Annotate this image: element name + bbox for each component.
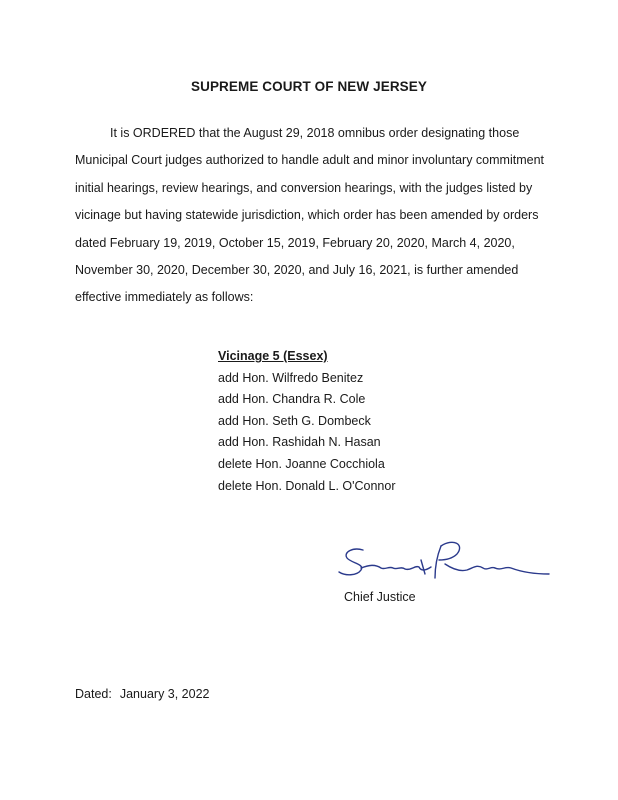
dated-label: Dated: (75, 687, 112, 701)
dated-value: January 3, 2022 (119, 687, 210, 701)
order-line: It is ORDERED that the August 29, 2018 omnibus order designating those (110, 126, 520, 140)
vicinage-section (218, 346, 396, 497)
amendment-item: add Hon. Seth G. Dombeck (218, 413, 371, 428)
dated-line (75, 687, 210, 701)
amendment-item: add Hon. Rashidah N. Hasan (218, 435, 381, 450)
order-line: Municipal Court judges authorized to handle adult and minor involuntary commitment (75, 153, 545, 168)
order-line: initial hearings, review hearings, and conversion hearings, with the judges listed by (75, 180, 533, 195)
order-line: effective immediately as follows: (75, 290, 254, 305)
court-title: SUPREME COURT OF NEW JERSEY (191, 79, 427, 94)
order-line: dated February 19, 2019, October 15, 2019, February 20, 2020, March 4, 2020, (75, 235, 515, 250)
signature-title: Chief Justice (344, 590, 416, 604)
order-line: November 30, 2020, December 30, 2020, and July 16, 2021, is further amended (75, 263, 519, 278)
chief-justice-signature (335, 538, 553, 588)
order-line: vicinage but having statewide jurisdiction, which order has been amended by orders (75, 208, 539, 223)
amendment-item: delete Hon. Donald L. O'Connor (218, 478, 396, 493)
amendment-item: delete Hon. Joanne Cocchiola (218, 456, 385, 471)
vicinage-heading: Vicinage 5 (Essex) (218, 349, 328, 363)
order-paragraph (75, 120, 545, 312)
amendment-item: add Hon. Chandra R. Cole (218, 392, 366, 407)
amendment-item: add Hon. Wilfredo Benitez (218, 370, 364, 385)
